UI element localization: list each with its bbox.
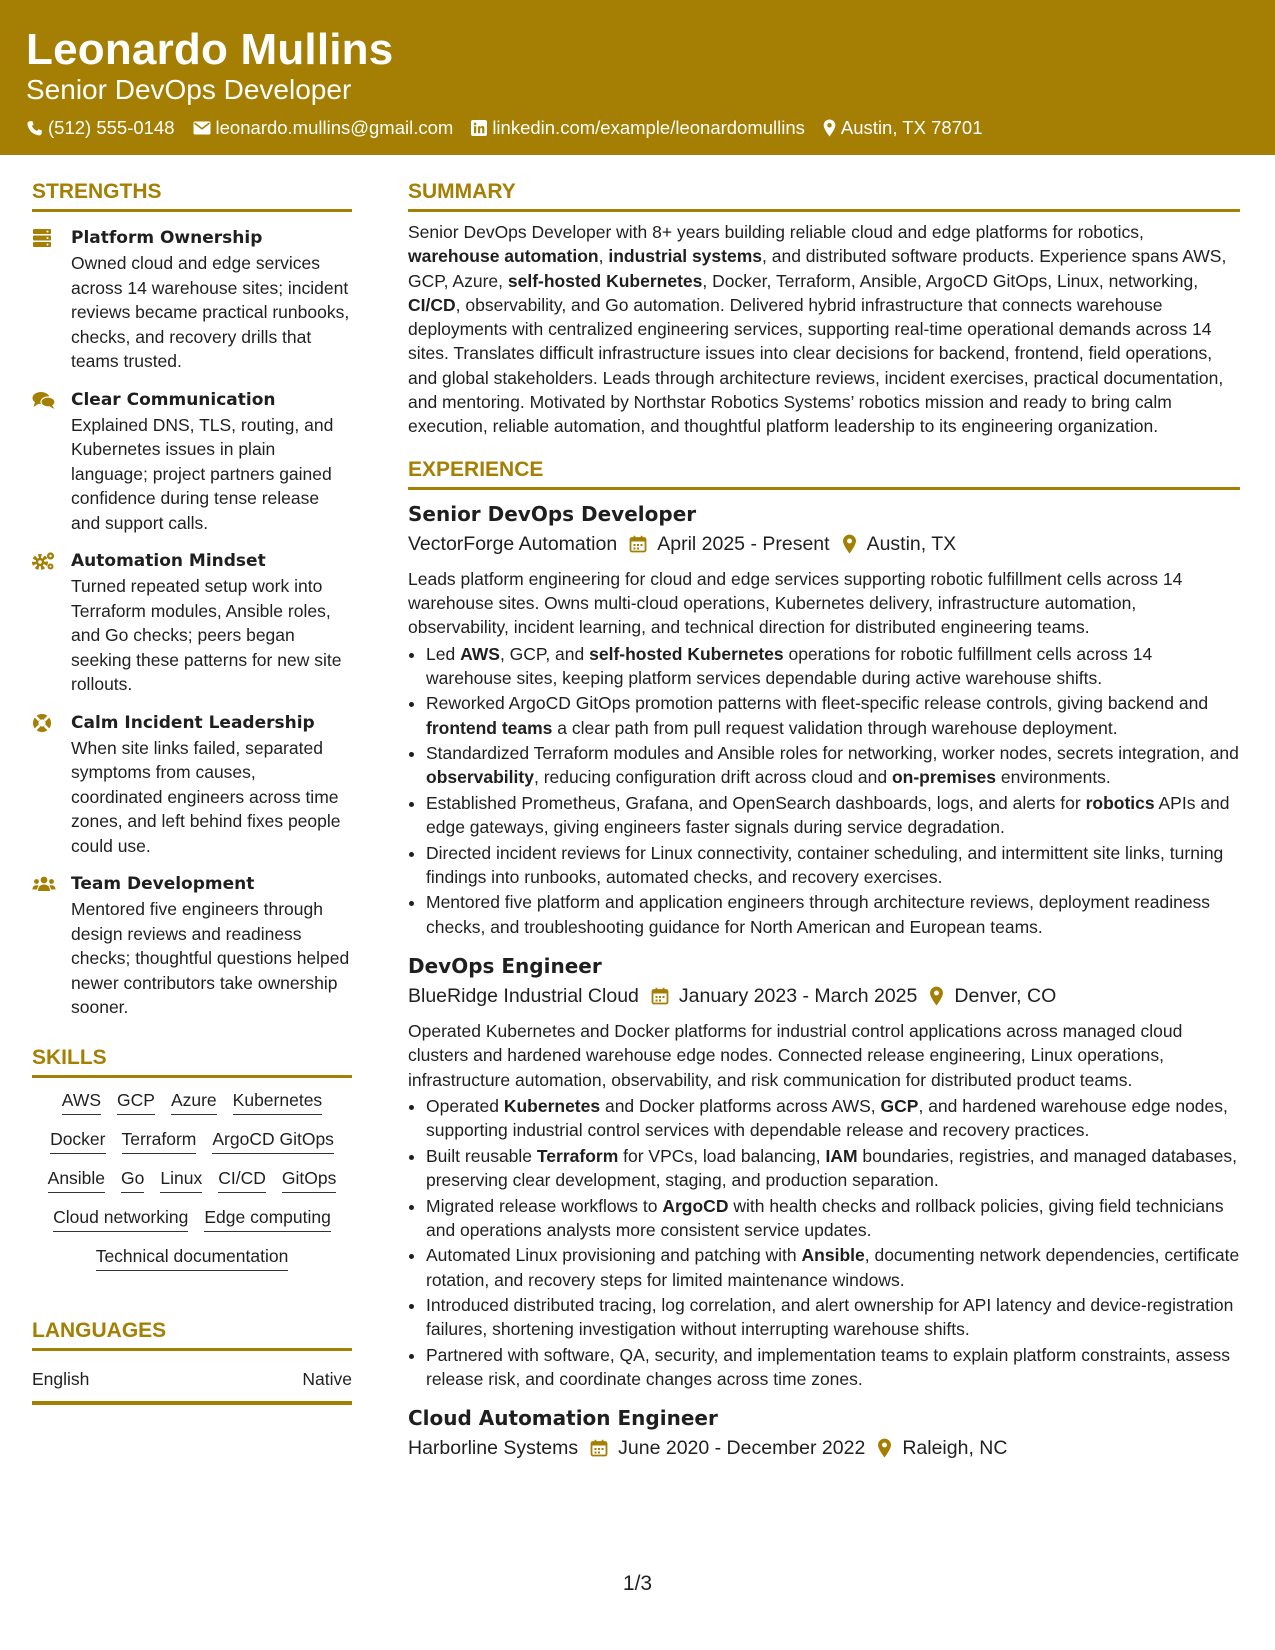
contact-email[interactable] (193, 116, 454, 140)
phone-text: (512) 555-0148 (48, 117, 175, 138)
bold-text: warehouse automation (408, 246, 599, 267)
envelope-icon (193, 121, 211, 135)
strength-item (32, 226, 352, 374)
bold-text: AWS (460, 643, 500, 664)
job-company: Harborline Systems (408, 1437, 579, 1460)
text-run: APIs and edge gateways, giving engineers faster signals during service degradation. (426, 792, 1230, 838)
text-run: , Docker, Terraform, Ansible, ArgoCD GitOps, Linux, networking, (702, 270, 1199, 291)
job-company: BlueRidge Industrial Cloud (408, 985, 639, 1008)
calendar-icon (590, 1439, 608, 1457)
text-run: boundaries, registries, and managed databases, preserving clear development, staging, and production separation. (426, 1145, 1237, 1191)
text-run: Reworked ArgoCD GitOps promotion patterns with fleet-specific release controls, giving backend and (426, 693, 1209, 714)
strength-title: Calm Incident Leadership (71, 712, 315, 733)
skill-tag: Linux (160, 1166, 202, 1193)
job-description: Operated Kubernetes and Docker platforms for industrial control applications across managed cloud clusters and hardened warehouse edge nodes. Connected release engineering, Linux operations, infrastructure automation, observability, and risk communication for distributed product teams. (408, 1021, 1183, 1090)
skill-tag: Cloud networking (53, 1205, 188, 1232)
right-column (408, 178, 1240, 1462)
strength-title: Team Development (71, 874, 255, 894)
summary-text (408, 220, 1240, 439)
strength-item (32, 388, 352, 536)
text-run: Introduced distributed tracing, log correlation, and alert ownership for API latency and device-registration failures, shortening investigation without interrupting warehouse shifts. (426, 1295, 1234, 1340)
job-company: VectorForge Automation (408, 532, 618, 555)
text-run: , documenting network dependencies, certificate rotation, and recovery steps for limited maintenance windows. (426, 1245, 1240, 1290)
text-run: Mentored five platform and application engineers through architecture reviews, deployment readiness checks, and troubleshooting guidance for North American and European teams. (426, 892, 1211, 937)
text-run: Operated (426, 1095, 504, 1116)
text-run: Automated Linux provisioning and patching with (426, 1245, 802, 1266)
bold-text: CI/CD (408, 294, 456, 315)
job-location: Raleigh, NC (902, 1437, 1008, 1460)
bold-text: frontend teams (426, 717, 553, 738)
phone-icon (26, 120, 43, 137)
text-run: environments. (996, 767, 1111, 788)
text-run: , and hardened warehouse edge nodes, supporting industrial control services with dependable release and recovery practices. (426, 1095, 1228, 1141)
job-bullet (426, 791, 1240, 840)
skill-tag: Azure (171, 1088, 217, 1115)
bold-text: GCP (880, 1095, 919, 1116)
skill-tag: CI/CD (218, 1166, 266, 1193)
text-run: operations for robotic fulfillment cells across 14 warehouse sites, keeping platform services dependable during active warehouse shifts. (426, 643, 1153, 688)
life-ring-icon (32, 713, 56, 733)
experience-list (408, 500, 1240, 1463)
linkedin-icon (471, 120, 487, 136)
contact-phone[interactable] (26, 116, 175, 140)
job-dates: June 2020 - December 2022 (618, 1437, 866, 1460)
language-level: Native (302, 1368, 352, 1389)
bold-text: Terraform (536, 1145, 619, 1166)
calendar-icon (629, 535, 647, 553)
strength-item (32, 872, 352, 1020)
job-entry (408, 1404, 1240, 1462)
text-run: Standardized Terraform modules and Ansible roles for networking, worker nodes, secrets integration, and (426, 743, 1239, 764)
job-description: Leads platform engineering for cloud and edge services supporting robotic fulfillment cells across 14 warehouse sites. Owns multi-cloud operations, Kubernetes delivery, infrastructure automation, observability, incident learning, and technical direction for distributed engineering teams. (408, 568, 1183, 638)
bold-text: self-hosted Kubernetes (589, 643, 784, 664)
text-run: , and distributed software products. Experience spans AWS, GCP, Azure, (408, 246, 1227, 291)
bold-text: Ansible (801, 1245, 865, 1266)
bold-text: ArgoCD (662, 1195, 729, 1216)
text-run: for VPCs, load balancing, (618, 1145, 826, 1166)
skill-tag: Edge computing (204, 1205, 330, 1232)
candidate-name: Leonardo Mullins (26, 25, 394, 74)
job-bullet (426, 1293, 1240, 1342)
job-bullet (426, 1144, 1240, 1193)
job-dates: January 2023 - March 2025 (678, 985, 918, 1008)
strength-item (32, 549, 352, 697)
linkedin-text: linkedin.com/example/leonardomullins (492, 117, 805, 138)
language-name: English (32, 1368, 90, 1389)
strength-description: Owned cloud and edge services across 14 warehouse sites; incident reviews became practical runbooks, checks, and recovery drills that teams trusted. (71, 253, 350, 371)
skill-tag: Ansible (48, 1166, 105, 1193)
candidate-title: Senior DevOps Developer (26, 74, 352, 105)
text-run: , reducing configuration drift across cloud and (533, 767, 892, 788)
cogs-icon (32, 551, 56, 571)
skill-tag: GitOps (282, 1166, 336, 1193)
job-meta (408, 982, 1240, 1010)
job-bullet (426, 1194, 1240, 1243)
job-location: Denver, CO (954, 985, 1057, 1008)
left-column (32, 178, 352, 1405)
strength-item (32, 711, 352, 859)
skill-tag: Technical documentation (96, 1244, 289, 1271)
experience-heading: EXPERIENCE (408, 456, 1240, 490)
language-row (32, 1367, 352, 1405)
users-icon (32, 874, 56, 894)
skills-heading: SKILLS (32, 1044, 352, 1078)
languages-heading: LANGUAGES (32, 1317, 352, 1351)
job-bullet (426, 890, 1240, 939)
skill-tag: AWS (62, 1088, 101, 1115)
contact-location (823, 116, 983, 140)
bold-text: self-hosted Kubernetes (507, 270, 703, 291)
skill-tag: Terraform (122, 1127, 197, 1154)
text-run: , GCP, and (499, 643, 590, 664)
bold-text: on-premises (891, 767, 997, 788)
job-dates: April 2025 - Present (657, 532, 830, 555)
job-entry (408, 500, 1240, 939)
job-entry (408, 952, 1240, 1391)
text-run: Senior DevOps Developer with 8+ years building reliable cloud and edge platforms for robotics, (408, 222, 1144, 242)
calendar-icon (651, 987, 669, 1005)
bold-text: Kubernetes (503, 1095, 601, 1116)
strength-description: Mentored five engineers through design reviews and readiness checks; thoughtful questions helped newer contributors take ownership sooner. (71, 899, 350, 1017)
map-marker-icon (877, 1438, 892, 1458)
job-title: Senior DevOps Developer (408, 501, 697, 526)
job-bullet (426, 1243, 1240, 1292)
job-meta (408, 1434, 1240, 1462)
strengths-heading: STRENGTHS (32, 178, 352, 212)
text-run: and Docker platforms across AWS, (600, 1095, 881, 1116)
contact-linkedin[interactable] (471, 116, 805, 140)
map-marker-icon (929, 986, 944, 1006)
contact-bar (26, 116, 1001, 140)
text-run: a clear path from pull request validation through warehouse deployment. (552, 717, 1118, 738)
job-bullet (426, 691, 1240, 740)
job-bullet (426, 1094, 1240, 1143)
page-number: 1/3 (622, 1572, 653, 1595)
text-run: with health checks and rollback policies, giving field technicians and operations analysts more consistent service updates. (426, 1195, 1224, 1240)
job-bullets (408, 642, 1240, 940)
job-bullets (408, 1094, 1240, 1392)
strength-description: Turned repeated setup work into Terraform modules, Ansible roles, and Go checks; peers began seeking these patterns for new site rollouts. (71, 576, 342, 694)
job-bullet (426, 741, 1240, 790)
email-text: leonardo.mullins@gmail.com (215, 117, 454, 138)
bold-text: industrial systems (608, 246, 762, 267)
strength-title: Platform Ownership (71, 228, 263, 248)
strength-description: Explained DNS, TLS, routing, and Kubernetes issues in plain language; project partners gained confidence during tense release and support calls. (71, 414, 334, 533)
text-run: Migrated release workflows to (426, 1195, 663, 1216)
job-bullet (426, 642, 1240, 691)
map-marker-icon (842, 534, 857, 554)
summary-heading: SUMMARY (408, 178, 1240, 212)
map-marker-icon (823, 119, 836, 137)
bold-text: observability (426, 767, 534, 788)
strengths-list (32, 226, 352, 1020)
location-text: Austin, TX 78701 (840, 117, 983, 138)
strength-title: Automation Mindset (71, 551, 266, 571)
text-run: Established Prometheus, Grafana, and OpenSearch dashboards, logs, and alerts for (426, 792, 1086, 813)
text-run: , observability, and Go automation. Delivered hybrid infrastructure that connects warehouse deployments with centralized engineering services, supporting real-time operational demands across 14 sites. Translates difficult infrastructure issues into clear decisions for backend, frontend, field operations, and global stakeholders. Leads through architecture reviews, incident exercises, practical documentation, and mentoring. Motivated by Northstar Robotics Systems’ robotics mission and ready to bring calm execution, reliable automation, and thoughtful platform leadership to its engineering organization. (408, 294, 1224, 437)
skill-tag: Go (121, 1166, 144, 1193)
job-location: Austin, TX (866, 532, 957, 555)
strength-title: Clear Communication (71, 389, 276, 410)
text-run: Built reusable (426, 1145, 537, 1166)
job-meta (408, 530, 1240, 558)
text-run: Led (426, 643, 461, 664)
skill-tag: Docker (50, 1127, 105, 1154)
text-run: Directed incident reviews for Linux connectivity, container scheduling, and intermittent site links, turning findings into runbooks, automated checks, and recovery exercises. (426, 842, 1224, 887)
job-title: Cloud Automation Engineer (408, 1406, 718, 1431)
job-title: DevOps Engineer (408, 954, 602, 979)
job-bullet (426, 1343, 1240, 1392)
text-run: , (598, 246, 609, 267)
bold-text: IAM (825, 1145, 858, 1166)
server-icon (32, 228, 56, 248)
bold-text: robotics (1085, 792, 1155, 813)
text-run: Partnered with software, QA, security, and implementation teams to explain platform constraints, assess release risk, and coordinate changes across time zones. (426, 1344, 1231, 1390)
skills-list (32, 1088, 352, 1271)
skill-tag: Kubernetes (233, 1088, 323, 1115)
resume-header (0, 0, 1275, 155)
comments-icon (32, 390, 56, 410)
skill-tag: GCP (117, 1088, 155, 1115)
skill-tag: ArgoCD GitOps (212, 1127, 334, 1154)
job-bullet (426, 841, 1240, 890)
strength-description: When site links failed, separated symptoms from causes, coordinated engineers across time zones, and left behind fixes people could use. (71, 737, 341, 856)
